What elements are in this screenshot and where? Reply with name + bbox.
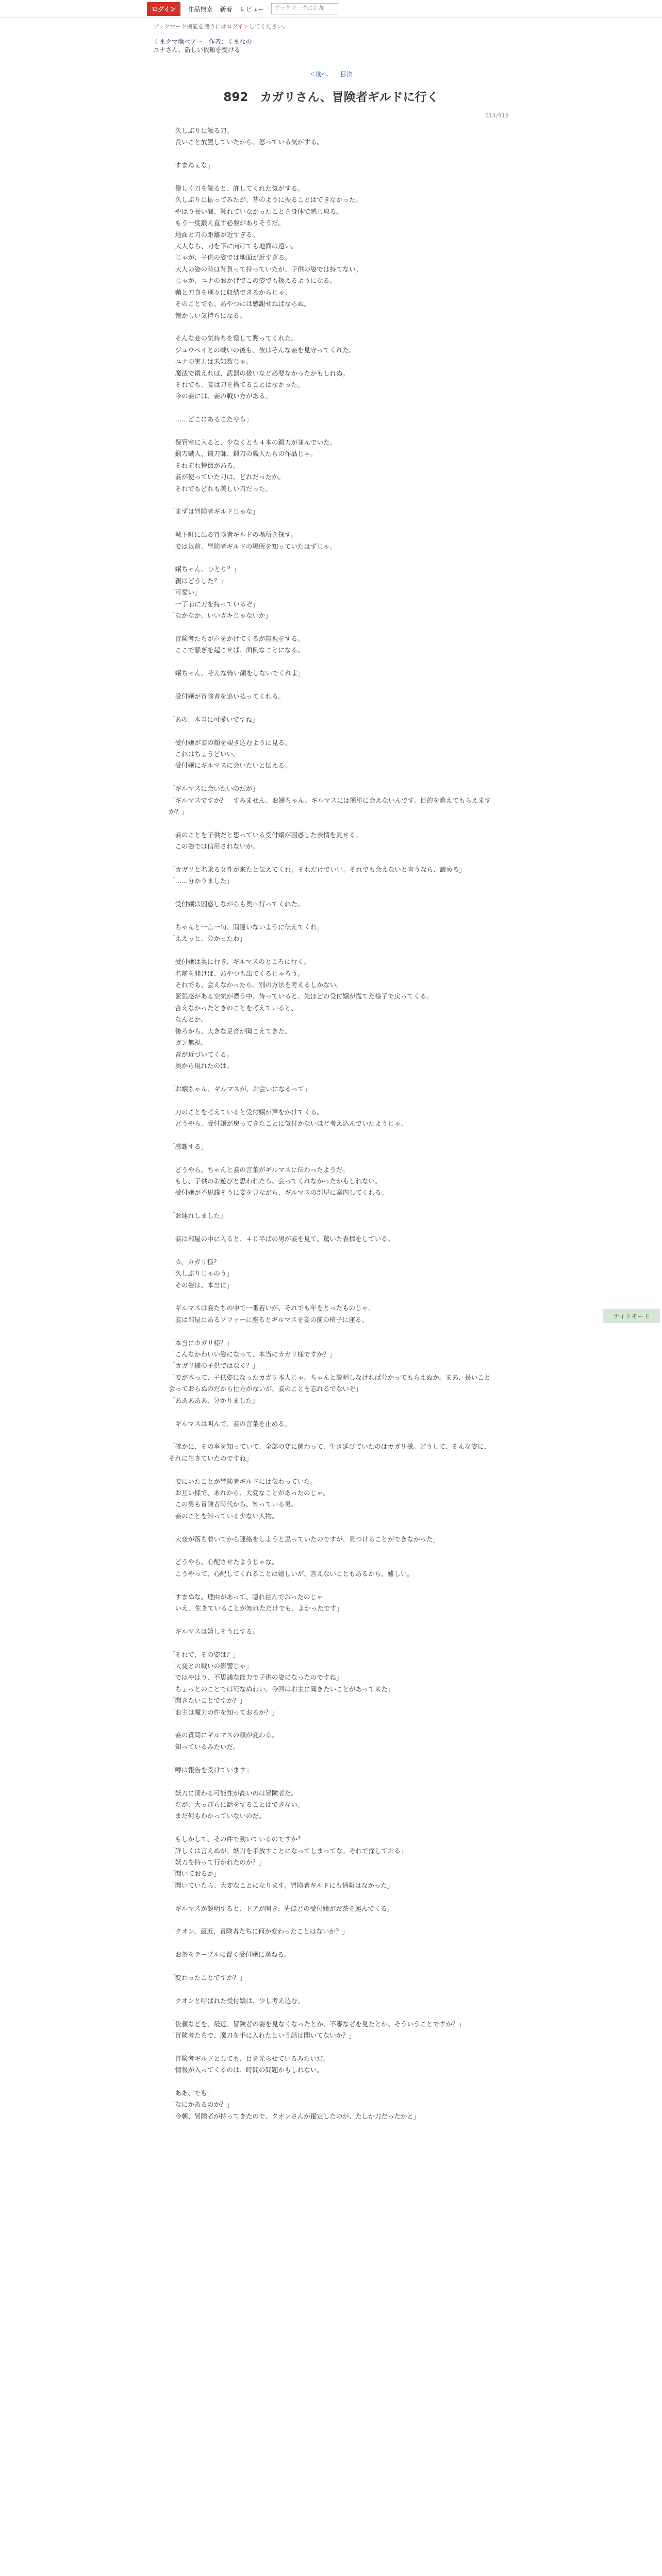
body-paragraph: 保管室に入ると、少なくとも４本の鍛刀が並んでいた。 鍛刀職人、鍛刀師、鍛刀の職人たちの作品じゃ。 それぞれ特徴がある。 妾が使っていた刀は、どれだったか。 それでもどれも美しい刀だった。: [175, 438, 337, 493]
paragraph-spacer: [169, 1129, 493, 1141]
paragraph-spacer: [169, 621, 493, 633]
body-paragraph: 「カ、カガリ様？」 「久しぶりじゃのう」 「その姿は、本当に」: [169, 1258, 234, 1289]
chapter-pager: [0, 70, 662, 78]
body-paragraph: 「もしかして、その件で動いているのですか？」 「詳しくは言えぬが、妖刀を手放すことになってしまってな。それで探しておる」 「妖刀を持って行かれたのか？」 「聞いておるか」 「聞いていたら、大変なことになります。冒険者ギルドにも情報はなかった」: [169, 1835, 407, 1889]
paragraph-spacer: [169, 1326, 493, 1337]
body-paragraph: 「あの、本当に可愛いですね」: [169, 715, 259, 723]
chapter-body: [169, 125, 493, 2122]
paragraph-spacer: [169, 910, 493, 922]
notice-login-link[interactable]: ログイン: [226, 23, 249, 30]
paragraph-spacer: [169, 656, 493, 668]
nav-link-review[interactable]: レビュー: [239, 5, 264, 13]
body-paragraph: 「嬢ちゃん、ひとり？」 「親はどうした？」 「可愛い」 「一丁前に刀を持っているぞ」 「なかなか、いいガキじゃないか」: [169, 565, 272, 620]
body-paragraph: 「ギルマスに会いたいのだが」 「ギルマスですか？ すみません、お嬢ちゃん。ギルマスには簡単に会えないんです。目的を教えてもらえますか？」: [169, 785, 491, 816]
paragraph-spacer: [169, 1245, 493, 1256]
paragraph-spacer: [169, 495, 493, 506]
body-paragraph: 「すまねぇな」: [169, 161, 214, 170]
body-paragraph: 受付嬢は困惑しながらも奥へ行ってくれた。: [169, 900, 304, 908]
body-paragraph: どうやら、心配させたようじゃな。 こうやって、心配してくれることは嬉しいが、言えないこともあるから、難しい。: [175, 1558, 413, 1578]
body-paragraph: どうやら、ちゃんと妾の言葉がギルマスに伝わったようだ。 もし、子供のお遊びと思われたら、会ってくれなかったかもしれない。 受付嬢が不思議そうに妾を見ながら、ギルマスの部屋に案内してくれる。: [175, 1165, 388, 1197]
paragraph-spacer: [169, 1776, 493, 1787]
body-paragraph: ギルマスが説明すると、ドアが開き、先ほどの受付嬢がお茶を運んでくる。: [169, 1904, 394, 1912]
paragraph-spacer: [169, 148, 493, 160]
paragraph-spacer: [169, 552, 493, 564]
paragraph-spacer: [169, 1153, 493, 1164]
body-paragraph: 妾のことを子供だと思っている受付嬢が困惑した表情を見せる。 この姿では信用されないか。: [175, 831, 362, 851]
body-paragraph: 「すまぬな。理由があって、隠れ住んでおったのじゃ」 「いえ、生きていることが知れただけでも、よかったです」: [169, 1592, 343, 1612]
body-paragraph: お茶をテーブルに置く受付嬢に尋ねる。: [169, 1951, 291, 1959]
paragraph-spacer: [169, 853, 493, 864]
body-paragraph: 妖刀に関わる可能性が高いのは冒険者だ。 だが、大っぴらに話をすることはできない。 まだ何もわかっていないのだ。: [175, 1789, 304, 1820]
body-paragraph: 「確かに、その事を知っていて、全部の変に関わって、生き延びていたのはカガリ様。どうして、そんな姿に、それに生きていたのですね」: [169, 1443, 491, 1462]
body-paragraph: 受付嬢は奥に行き、ギルマスのところに行く。 名前を聞けば、あやつも出てくるじゃろう。 それでも、会えなかったら、別の方法を考えるしかない。 緊張感がある空気が漂う中、待っていると、先ほどの受付嬢が慌てた様子で戻ってくる。 合えなかったときのことを考えていると、 なんとか。 後ろから、大きな足音が聞こえてきた。 ガン無視。 音が近づいてくる。 奥から現れたのは。: [175, 958, 433, 1070]
paragraph-spacer: [169, 818, 493, 829]
paragraph-spacer: [169, 702, 493, 714]
paragraph-spacer: [169, 1891, 493, 1903]
paragraph-spacer: [169, 1938, 493, 1949]
body-paragraph: 冒険者ギルドとしても、目を光らせているみたいだ。 情報が入ってくるのは、時間の問題かもしれない。: [175, 2054, 330, 2074]
paragraph-spacer: [169, 1614, 493, 1625]
paragraph-spacer: [169, 1822, 493, 1834]
paragraph-spacer: [169, 945, 493, 956]
paragraph-spacer: [169, 172, 493, 183]
paragraph-spacer: [169, 1718, 493, 1730]
paragraph-spacer: [169, 1984, 493, 1995]
body-paragraph: 「それで、その姿は？」 「大変との戦いの影響じゃ」 「ではやはり、不思議な能力で子供の姿になったのですね」 「ちょっとのことでは死なぬわい。今回はお主に聞きたいことがあって来た」 「聞きたいことですか？」 「お主は魔力の件を知っておるか？」: [169, 1650, 394, 1716]
breadcrumb-arc: ユナさん、新しい依頼を受ける: [153, 46, 240, 54]
paragraph-spacer: [169, 725, 493, 737]
nav-link-search[interactable]: 作品検索: [188, 5, 213, 13]
prev-chapter-link[interactable]: ＜前へ: [309, 71, 328, 78]
body-paragraph: 「嬢ちゃん、そんな怖い顔をしないでくれよ」: [169, 669, 305, 677]
chapter-counter: 814/919: [485, 112, 509, 119]
paragraph-spacer: [169, 1291, 493, 1302]
body-paragraph: 「クオン、最近、冒険者たちに何か変わったことはないか？」: [169, 1927, 349, 1936]
paragraph-spacer: [169, 1072, 493, 1083]
body-paragraph: 久しぶりに触る刀。 長いこと放置していたから、怒っている気がする。: [175, 127, 324, 146]
body-paragraph: 「依頼などを、最近、冒険者の姿を見なくなったとか、不審な者を見たとか、そういうことですか？」 「冒険者たちで、魔刀を手に入れたという話は聞いてないか？」: [169, 2020, 466, 2040]
body-paragraph: ギルマスは叫んで、妾の言葉を止める。: [169, 1419, 291, 1428]
paragraph-spacer: [169, 1406, 493, 1418]
paragraph-spacer: [169, 772, 493, 783]
body-paragraph: 「お嬢ちゃん、ギルマスが、お会いになるって」: [169, 1084, 311, 1093]
body-paragraph: そんな妾の気持ちを察して黙ってくれた。 ジュウベイとの戦いの後も、彼はそんな妾を見守ってくれた。 ユナの実力は未知数じゃ。 魔法で鍛えれば、武器の扱いなど必要なかったかもしれぬ。 それでも、妾は刀を捨てることはなかった。 今の妾には、妾の戦い方がある。: [175, 334, 356, 400]
body-paragraph: クオンと呼ばれた受付嬢は、少し考え込む。: [169, 1996, 304, 2005]
paragraph-spacer: [169, 1522, 493, 1533]
body-paragraph: 「……どこにあるこたやら」: [169, 415, 253, 423]
body-paragraph: 妾の質問にギルマスの顔が変わる。 知っているみたいだ。: [175, 1731, 278, 1751]
paragraph-spacer: [169, 680, 493, 691]
body-paragraph: 受付嬢が妾の顔を覗き込むように見る。 これはちょうどいい。 受付嬢にギルマスに会いたいと伝える。: [175, 738, 291, 770]
breadcrumb-series-link[interactable]: くまクマ熊ベアー 作者：くまなの: [153, 38, 252, 45]
body-paragraph: 「感謝する」: [169, 1142, 208, 1150]
body-paragraph: 冒険者たちが声をかけてくるが無視をする。 ここで騒ぎを起こせば、面倒なことになる。: [175, 634, 304, 654]
body-paragraph: 「まずは冒険者ギルドじゃな」: [169, 507, 259, 516]
paragraph-spacer: [169, 1430, 493, 1441]
paragraph-spacer: [169, 402, 493, 414]
paragraph-spacer: [169, 2041, 493, 2053]
paragraph-spacer: [169, 1637, 493, 1649]
login-button[interactable]: ログイン: [147, 2, 180, 16]
paragraph-spacer: [169, 887, 493, 899]
breadcrumb: [0, 38, 662, 54]
body-paragraph: ギルマスは嬉しそうにする。: [169, 1627, 259, 1635]
paragraph-spacer: [169, 1914, 493, 1926]
body-paragraph: 「噂は報告を受けています」: [169, 1766, 253, 1774]
body-paragraph: 城下町に出る冒険者ギルドの場所を探す。 妾は以前、冒険者ギルドの場所を知っていたはずじゃ。: [175, 531, 336, 550]
paragraph-spacer: [169, 1961, 493, 1972]
bookmark-add-button[interactable]: ブックマークに追加: [271, 3, 338, 14]
paragraph-spacer: [169, 2007, 493, 2018]
body-paragraph: ギルマスは妾たちの中で一番若いが、それでも年をとったものじゃ。 妾は部屋にあるソファーに座るとギルマスを妾の前の椅子に座る。: [175, 1304, 375, 1324]
body-paragraph: 「変わったことですか？」: [169, 1974, 246, 1981]
paragraph-spacer: [169, 1753, 493, 1764]
night-mode-tab[interactable]: ナイトモード: [603, 1309, 660, 1323]
paragraph-spacer: [169, 1199, 493, 1210]
paragraph-spacer: [169, 1545, 493, 1556]
paragraph-spacer: [169, 1580, 493, 1591]
body-paragraph: 「カガリと名乗る女性が来たと伝えてくれ。それだけでいい。それでも会えないと言うなら、諦める」 「……分かりました」: [169, 866, 466, 885]
paragraph-spacer: [169, 518, 493, 529]
paragraph-spacer: [169, 321, 493, 333]
paragraph-spacer: [169, 1464, 493, 1476]
body-paragraph: 妾にいたことが冒険者ギルドには伝わっていた。 お互い様で、あれから、大変なことがあったのじゃ。 この男も冒険者時代から、知っている男。 妾のことを知っている少ない人物。: [175, 1477, 330, 1520]
chapter-title: 892 カガリさん、冒険者ギルドに行く: [223, 91, 439, 104]
paragraph-spacer: [169, 1095, 493, 1106]
body-paragraph: 受付嬢が冒険者を追い払ってくれる。: [169, 692, 285, 700]
body-paragraph: 「本当にカガリ様？」 「こんなかわいい姿になって、本当にカガリ様ですか？」 「カガリ様の子供ではなく？」 「妾が本って、子供姿になったカガリ本人じゃ。ちゃんと説明しなければ分かってもらえぬか。まあ、長いこと会っておらぬのだから仕方がないが、妾のことを忘れるでないぞ」 「あああああ、分かりました」: [169, 1338, 491, 1404]
body-paragraph: 「ああ、でも」 「なにかあるのか？」 「今朝、冒険者が持ってきたので、クオンさんが鑑定したのが、たしか刀だったかと」: [169, 2089, 420, 2120]
body-paragraph: 妾は部屋の中に入ると、４０半ばの男が妾を見て、驚いた表情をしている。: [169, 1235, 394, 1243]
paragraph-spacer: [169, 2076, 493, 2088]
paragraph-spacer: [169, 426, 493, 437]
paragraph-spacer: [169, 1222, 493, 1233]
toc-link[interactable]: 目次: [340, 71, 353, 78]
body-paragraph: 刀のことを考えていると受付嬢が声をかけてくる。 どうやら、受付嬢が戻ってきたことに気付かないほど考え込んでいたようじゃ。: [175, 1108, 407, 1127]
nav-link-new[interactable]: 新着: [220, 5, 233, 13]
body-paragraph: 「お連れしました」: [169, 1212, 227, 1220]
top-nav-bar: [0, 0, 662, 18]
login-notice: ブックマーク機能を使うにはログインしてください。: [153, 23, 289, 30]
body-paragraph: 「大変が落ち着いてから連絡をしようと思っていたのですが、見つけることができなかった」: [169, 1535, 440, 1543]
body-paragraph: 優しく刀を触ると、許してくれた気がする。 久しぶりに振ってみたが、昔のように振ることはできなかった。 やはり長い間、触れていなかったことを身体で感じ取る。 もう一度鍛え直す必要がありそうだ。 地面と刀の距離が近すぎる。 大人なら、刀を下に向けても地面は遠い。 じゃが、子供の姿では地面が近すぎる。 大人の姿の時は背負って持っていたが、子供の姿では持てない。 じゃが、ユナのおかげでこの姿でも扱えるようになる。 鞘と刀身を別々に収納できるからじゃ。 そのことでも、あやつには感謝せねばならぬ。 懐かしい気持ちになる。: [175, 184, 362, 319]
body-paragraph: 「ちゃんと一言一句、間違いないように伝えてくれ」 「ええっと、分かったわ」: [169, 923, 324, 943]
